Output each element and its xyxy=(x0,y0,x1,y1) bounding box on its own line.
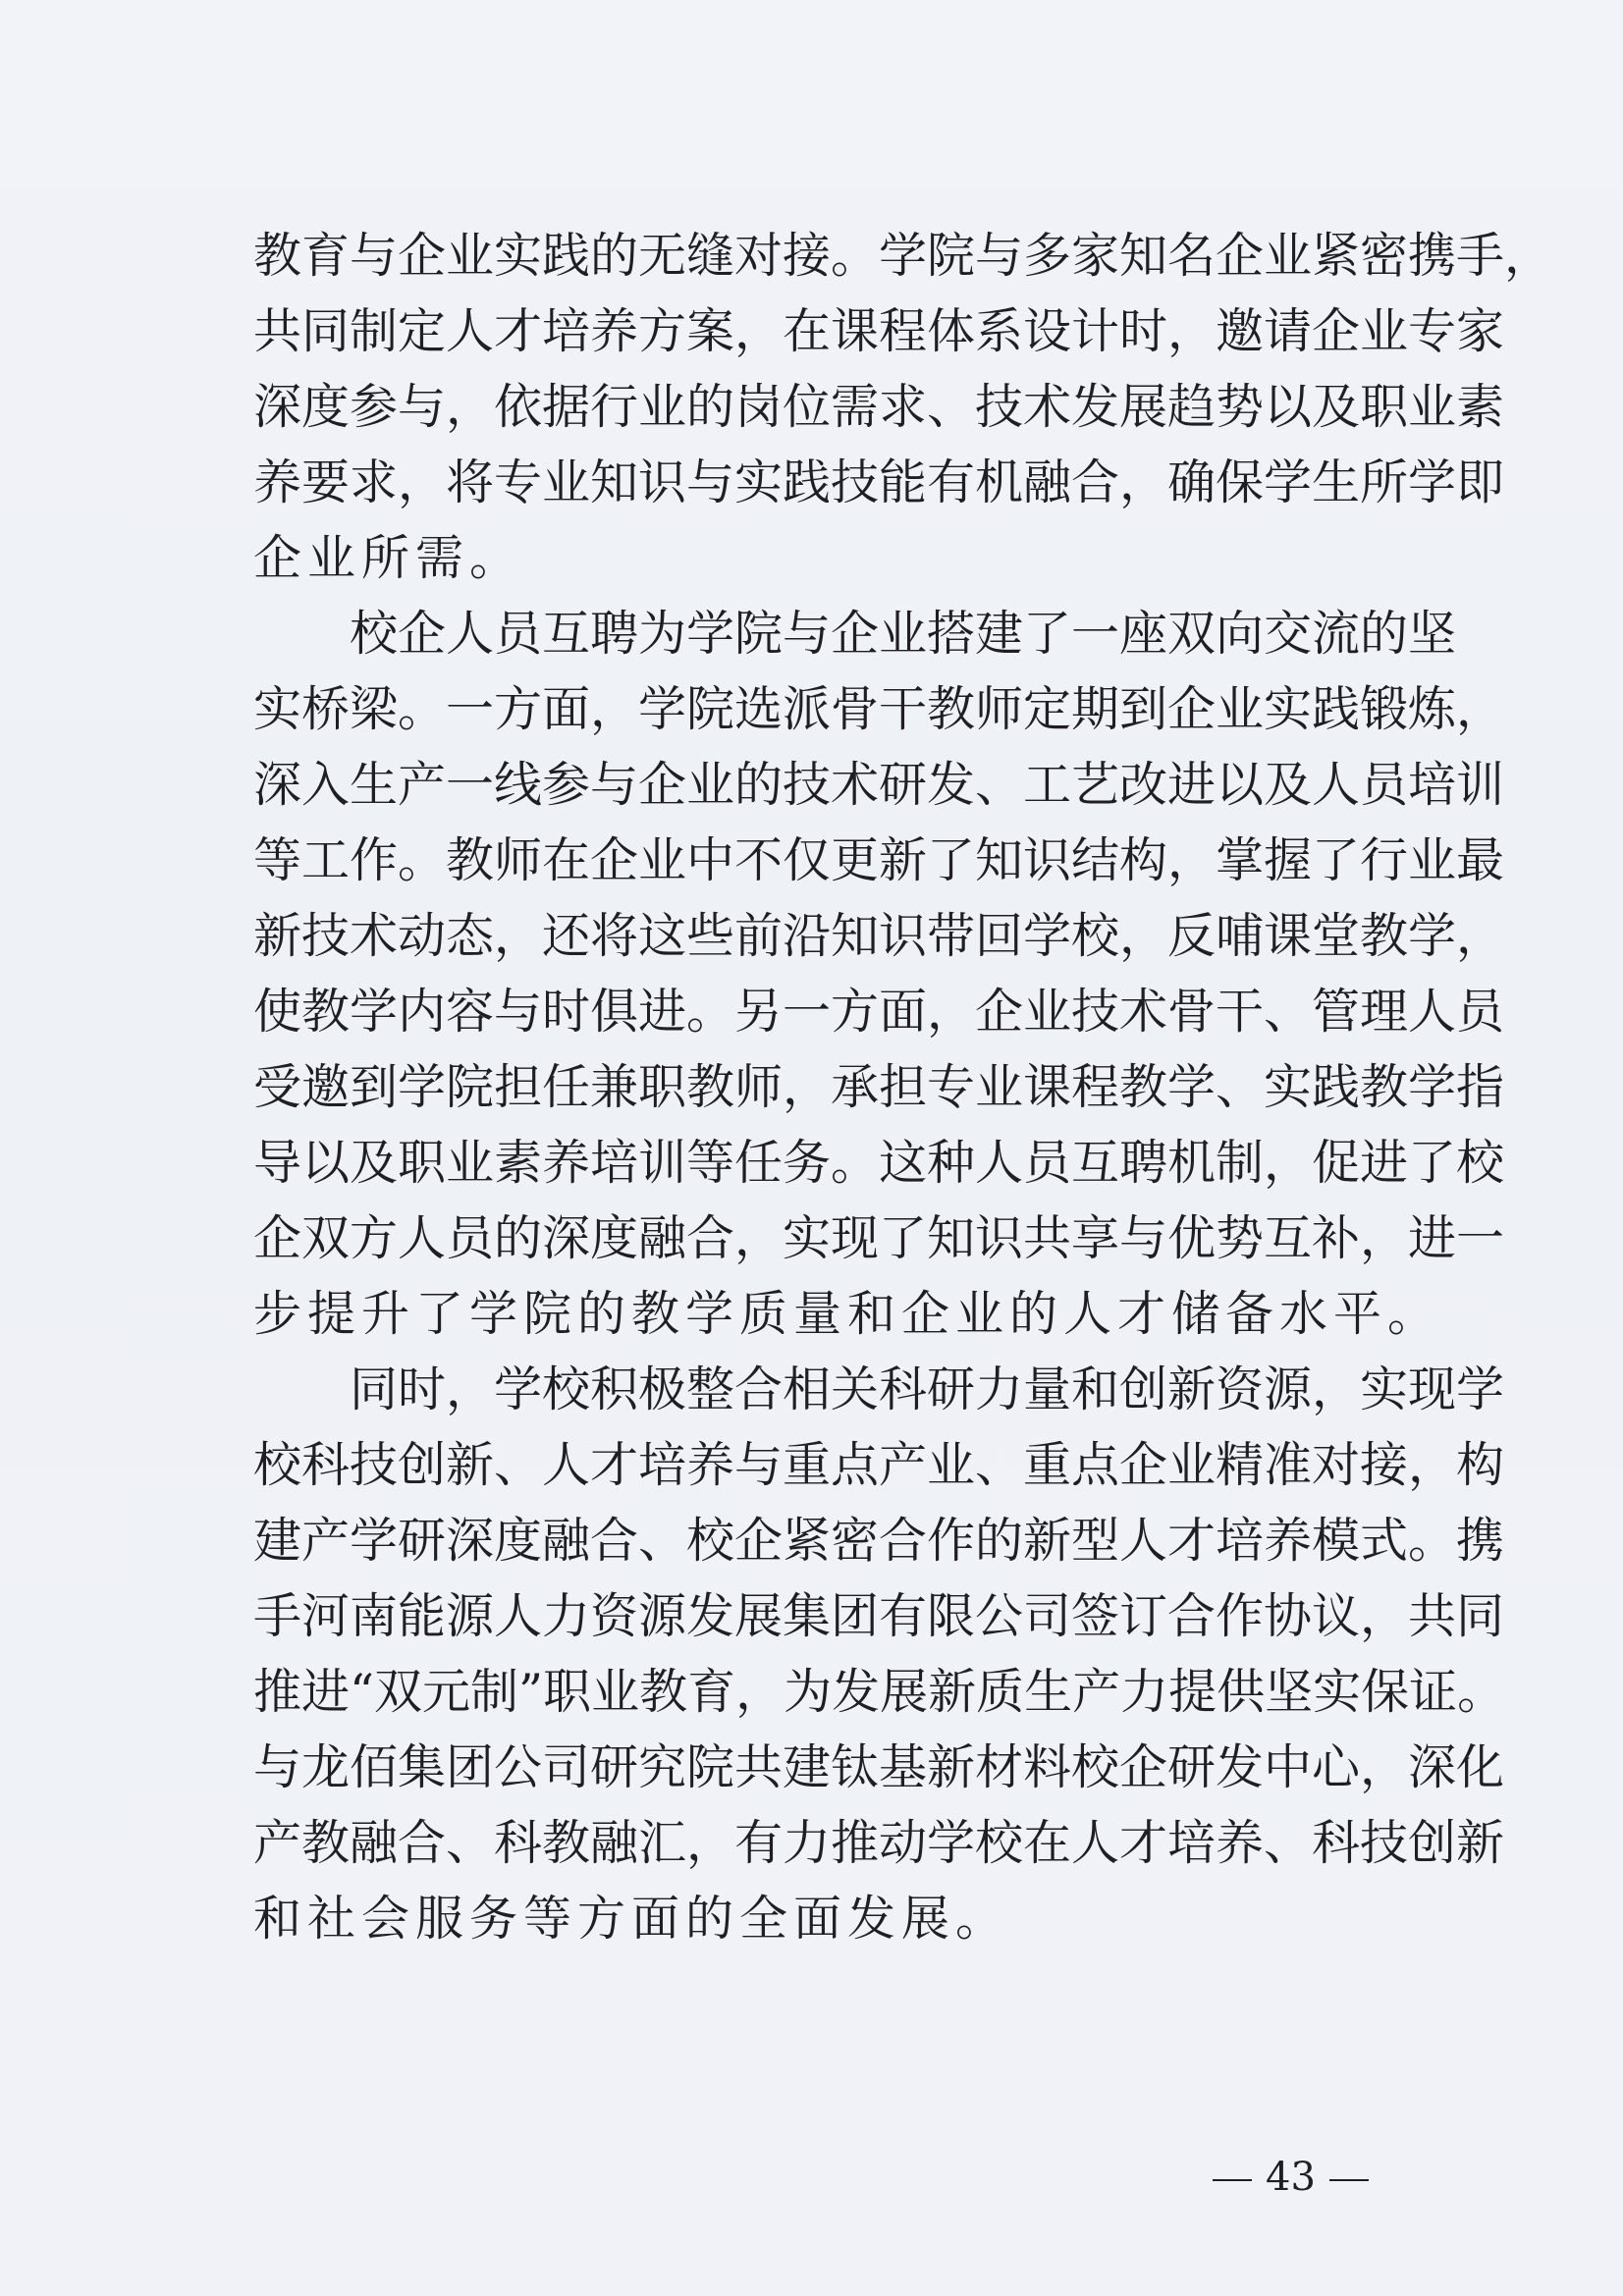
text-line: 步提升了学院的教学质量和企业的人才储备水平。 xyxy=(253,1286,1442,1342)
text-line: 等工作。教师在企业中不仅更新了知识结构，掌握了行业最 xyxy=(253,832,1505,888)
page-number xyxy=(1213,2148,1370,2207)
text-line: 企双方人员的深度融合，实现了知识共享与优势互补，进一 xyxy=(253,1210,1505,1266)
body-text xyxy=(253,218,1553,1956)
text-line: 产教融合、科教融汇，有力推动学校在人才培养、科技创新 xyxy=(253,1815,1505,1871)
text-line: 推进“双元制”职业教育，为发展新质生产力提供坚实保证。 xyxy=(253,1664,1506,1720)
text-line: 深入生产一线参与企业的技术研发、工艺改进以及人员培训 xyxy=(253,757,1505,813)
text-line: 教育与企业实践的无缝对接。学院与多家知名企业紧密携手， xyxy=(253,228,1553,284)
text-line: 同时，学校积极整合相关科研力量和创新资源，实现学 xyxy=(253,1362,1505,1417)
dash-left xyxy=(1213,2179,1252,2181)
text-line: 使教学内容与时俱进。另一方面，企业技术骨干、管理人员 xyxy=(253,984,1505,1040)
text-line: 实桥梁。一方面，学院选派骨干教师定期到企业实践锻炼， xyxy=(253,681,1505,737)
text-line: 共同制定人才培养方案，在课程体系设计时，邀请企业专家 xyxy=(253,303,1505,359)
text-line: 新技术动态，还将这些前沿知识带回学校，反哺课堂教学， xyxy=(253,908,1505,964)
text-line: 手河南能源人力资源发展集团有限公司签订合作协议，共同 xyxy=(253,1588,1505,1644)
text-line: 养要求，将专业知识与实践技能有机融合，确保学生所学即 xyxy=(253,454,1505,510)
text-line: 深度参与，依据行业的岗位需求、技术发展趋势以及职业素 xyxy=(253,379,1505,435)
text-line: 校企人员互聘为学院与企业搭建了一座双向交流的坚 xyxy=(253,606,1457,662)
text-line: 校科技创新、人才培养与重点产业、重点企业精准对接，构 xyxy=(253,1437,1505,1493)
text-line: 受邀到学院担任兼职教师，承担专业课程教学、实践教学指 xyxy=(253,1059,1505,1115)
text-line: 导以及职业素养培训等任务。这种人员互聘机制，促进了校 xyxy=(253,1135,1505,1191)
page-number-value: 43 xyxy=(1266,2155,1316,2200)
text-line: 建产学研深度融合、校企紧密合作的新型人才培养模式。携 xyxy=(253,1513,1505,1569)
text-line: 和社会服务等方面的全面发展。 xyxy=(253,1891,1010,1947)
dash-right xyxy=(1329,2179,1369,2181)
text-line: 企业所需。 xyxy=(253,530,524,586)
text-line: 与龙佰集团公司研究院共建钛基新材料校企研发中心，深化 xyxy=(253,1739,1505,1795)
